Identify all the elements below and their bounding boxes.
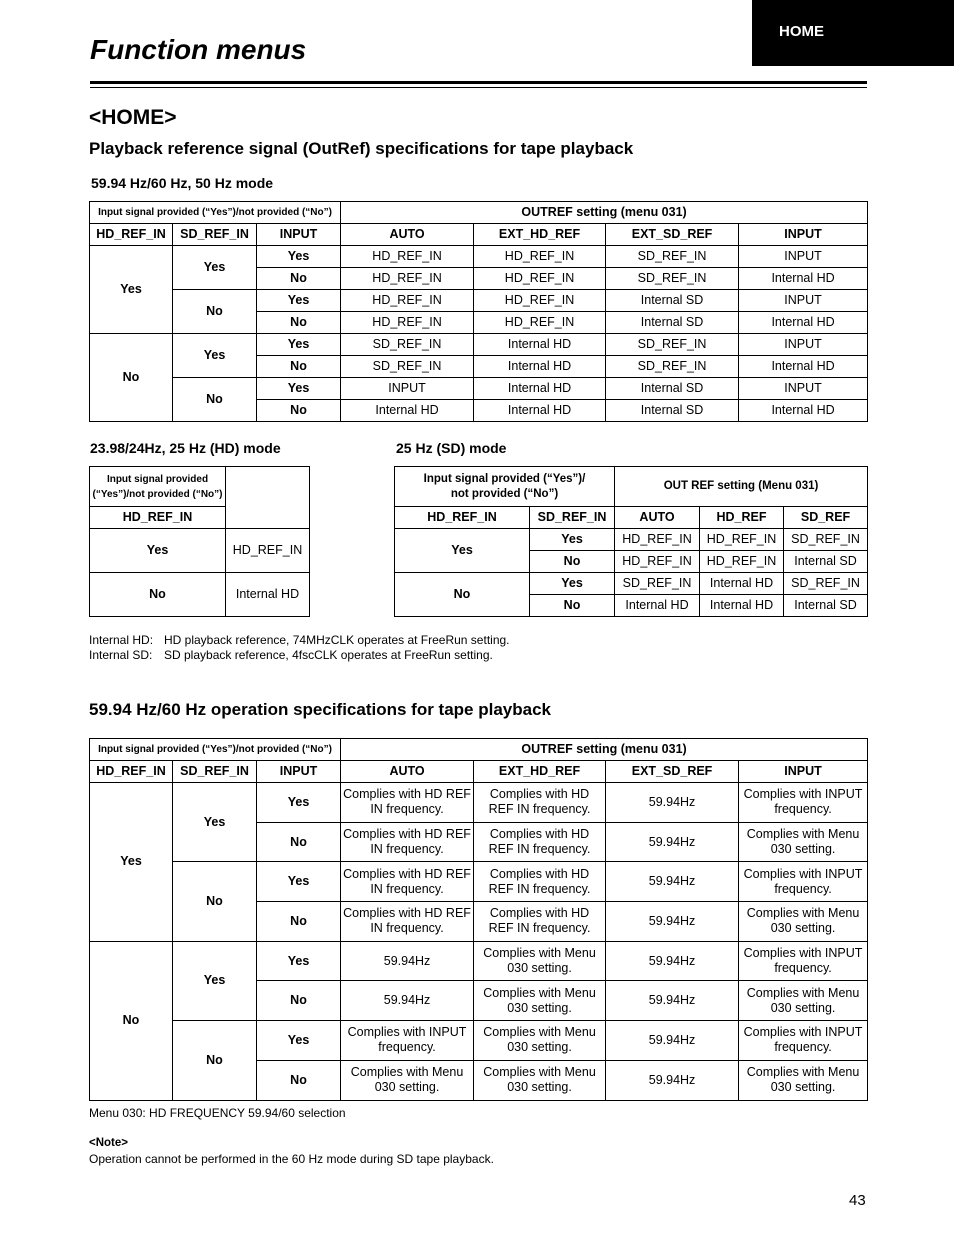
table-cell: No bbox=[257, 822, 341, 862]
table-cell: Internal SD bbox=[606, 378, 739, 400]
definition-term: Internal SD: bbox=[89, 648, 153, 662]
row-group-label: Yes bbox=[90, 783, 173, 942]
table-cell: Internal HD bbox=[700, 573, 784, 595]
table-cell: Yes bbox=[257, 1021, 341, 1061]
definitions-list bbox=[89, 633, 510, 663]
column-header: HD_REF_IN bbox=[90, 761, 173, 783]
table-cell: Internal HD bbox=[700, 595, 784, 617]
table-cell: Internal HD bbox=[474, 400, 606, 422]
operation-table-5994 bbox=[89, 738, 868, 1101]
table-cell: SD_REF_IN bbox=[784, 573, 868, 595]
table-cell: HD_REF_IN bbox=[615, 551, 700, 573]
empty-cell bbox=[226, 467, 310, 529]
table-cell: Internal HD bbox=[341, 400, 474, 422]
table-cell: Complies with HD REF IN frequency. bbox=[341, 822, 474, 862]
table-cell: Internal HD bbox=[615, 595, 700, 617]
table-cell: No bbox=[257, 1060, 341, 1100]
note-title: <Note> bbox=[89, 1137, 128, 1149]
column-header: AUTO bbox=[341, 761, 474, 783]
column-header: EXT_HD_REF bbox=[474, 761, 606, 783]
table-cell: SD_REF_IN bbox=[341, 356, 474, 378]
table-cell: SD_REF_IN bbox=[615, 573, 700, 595]
table-cell: Internal HD bbox=[474, 334, 606, 356]
table-cell: 59.94Hz bbox=[606, 862, 739, 902]
row-subgroup-label: No bbox=[173, 378, 257, 422]
row-group-label: Yes bbox=[90, 529, 226, 573]
table-group-header: Input signal provided (“Yes”)/not provided (“No”) bbox=[90, 467, 226, 507]
table-cell: INPUT bbox=[739, 378, 868, 400]
table-cell: Complies with INPUT frequency. bbox=[739, 862, 868, 902]
row-subgroup-label: No bbox=[173, 290, 257, 334]
table-cell: Complies with Menu 030 setting. bbox=[474, 981, 606, 1021]
table-cell: Complies with Menu 030 setting. bbox=[474, 1021, 606, 1061]
table-cell: No bbox=[257, 312, 341, 334]
table-cell: HD_REF_IN bbox=[341, 290, 474, 312]
table-cell: Complies with Menu 030 setting. bbox=[739, 1060, 868, 1100]
table-cell: HD_REF_IN bbox=[341, 312, 474, 334]
operation-heading: 59.94 Hz/60 Hz operation specifications for tape playback bbox=[89, 700, 551, 719]
table-cell: Complies with HD REF IN frequency. bbox=[341, 862, 474, 902]
column-header: INPUT bbox=[739, 224, 868, 246]
outref-table-hd-mode bbox=[89, 466, 310, 617]
table-cell: Yes bbox=[530, 573, 615, 595]
table-cell: SD_REF_IN bbox=[784, 529, 868, 551]
section-heading: <HOME> bbox=[89, 106, 177, 129]
table-cell: INPUT bbox=[739, 290, 868, 312]
table-cell: Internal SD bbox=[784, 595, 868, 617]
column-header: SD_REF_IN bbox=[173, 224, 257, 246]
table-cell: SD_REF_IN bbox=[606, 268, 739, 290]
column-header: SD_REF_IN bbox=[530, 507, 615, 529]
table-cell: Internal SD bbox=[784, 551, 868, 573]
table-cell: 59.94Hz bbox=[606, 1060, 739, 1100]
row-subgroup-label: No bbox=[173, 1021, 257, 1100]
table-cell: Complies with Menu 030 setting. bbox=[739, 981, 868, 1021]
table-cell: Yes bbox=[530, 529, 615, 551]
table-group-header: OUTREF setting (menu 031) bbox=[341, 739, 868, 761]
column-header: EXT_SD_REF bbox=[606, 224, 739, 246]
table-cell: HD_REF_IN bbox=[341, 268, 474, 290]
section-tab: HOME bbox=[752, 0, 954, 66]
table-cell: Internal HD bbox=[739, 268, 868, 290]
table-cell: 59.94Hz bbox=[341, 981, 474, 1021]
table-cell: 59.94Hz bbox=[341, 941, 474, 981]
column-header: HD_REF bbox=[700, 507, 784, 529]
column-header: HD_REF_IN bbox=[90, 507, 226, 529]
row-subgroup-label: Yes bbox=[173, 334, 257, 378]
table-cell: HD_REF_IN bbox=[474, 312, 606, 334]
page-title: Function menus bbox=[90, 34, 307, 65]
table-cell: Complies with INPUT frequency. bbox=[341, 1021, 474, 1061]
table-cell: No bbox=[257, 400, 341, 422]
table-cell: Complies with INPUT frequency. bbox=[739, 941, 868, 981]
table-cell: Yes bbox=[257, 783, 341, 823]
page-number: 43 bbox=[849, 1192, 866, 1209]
column-header: HD_REF_IN bbox=[90, 224, 173, 246]
table-cell: Internal HD bbox=[739, 400, 868, 422]
table-cell: Complies with HD REF IN frequency. bbox=[474, 822, 606, 862]
row-subgroup-label: Yes bbox=[173, 783, 257, 862]
table-cell: Complies with HD REF IN frequency. bbox=[474, 783, 606, 823]
table-cell: Complies with Menu 030 setting. bbox=[474, 1060, 606, 1100]
table-cell: Complies with Menu 030 setting. bbox=[739, 822, 868, 862]
table-cell: HD_REF_IN bbox=[341, 246, 474, 268]
table-cell: Complies with HD REF IN frequency. bbox=[474, 862, 606, 902]
table-cell: INPUT bbox=[739, 246, 868, 268]
table-cell: No bbox=[530, 595, 615, 617]
mode-hd-heading: 23.98/24Hz, 25 Hz (HD) mode bbox=[90, 440, 281, 456]
table-cell: No bbox=[530, 551, 615, 573]
table-cell: SD_REF_IN bbox=[606, 356, 739, 378]
row-subgroup-label: Yes bbox=[173, 941, 257, 1020]
column-header: AUTO bbox=[341, 224, 474, 246]
table-cell: Complies with INPUT frequency. bbox=[739, 783, 868, 823]
row-group-label: No bbox=[90, 573, 226, 617]
table-group-header: OUTREF setting (menu 031) bbox=[341, 202, 868, 224]
note-text: Operation cannot be performed in the 60 Hz mode during SD tape playback. bbox=[89, 1152, 494, 1166]
column-header: SD_REF bbox=[784, 507, 868, 529]
table-cell: Complies with HD REF IN frequency. bbox=[474, 902, 606, 942]
table-cell: HD_REF_IN bbox=[474, 268, 606, 290]
table-group-header: Input signal provided (“Yes”)/not provided (“No”) bbox=[90, 202, 341, 224]
row-group-label: No bbox=[90, 941, 173, 1100]
table-cell: HD_REF_IN bbox=[226, 529, 310, 573]
table-cell: No bbox=[257, 356, 341, 378]
table-cell: Yes bbox=[257, 862, 341, 902]
table-cell: HD_REF_IN bbox=[474, 290, 606, 312]
table-cell: 59.94Hz bbox=[606, 941, 739, 981]
table-group-header: Input signal provided (“Yes”)/not provided (“No”) bbox=[90, 739, 341, 761]
table-group-header: OUT REF setting (Menu 031) bbox=[615, 467, 868, 507]
definition-text: HD playback reference, 74MHzCLK operates at FreeRun setting. bbox=[164, 633, 510, 647]
table-cell: 59.94Hz bbox=[606, 981, 739, 1021]
table-cell: INPUT bbox=[739, 334, 868, 356]
column-header: EXT_SD_REF bbox=[606, 761, 739, 783]
table-cell: HD_REF_IN bbox=[700, 551, 784, 573]
table-cell: 59.94Hz bbox=[606, 902, 739, 942]
mode-sd-heading: 25 Hz (SD) mode bbox=[396, 440, 507, 456]
outref-table-5994 bbox=[89, 201, 868, 422]
table-cell: Internal HD bbox=[226, 573, 310, 617]
column-header: HD_REF_IN bbox=[395, 507, 530, 529]
column-header: EXT_HD_REF bbox=[474, 224, 606, 246]
column-header: INPUT bbox=[739, 761, 868, 783]
row-subgroup-label: Yes bbox=[173, 246, 257, 290]
table-cell: HD_REF_IN bbox=[700, 529, 784, 551]
table-cell: Internal HD bbox=[739, 356, 868, 378]
definition-text: SD playback reference, 4fscCLK operates at FreeRun setting. bbox=[164, 648, 493, 662]
menu-footnote: Menu 030: HD FREQUENCY 59.94/60 selection bbox=[89, 1106, 346, 1120]
table-cell: SD_REF_IN bbox=[341, 334, 474, 356]
mode-5994-heading: 59.94 Hz/60 Hz, 50 Hz mode bbox=[91, 175, 274, 191]
row-group-label: Yes bbox=[90, 246, 173, 334]
row-subgroup-label: No bbox=[173, 862, 257, 941]
table-cell: Complies with Menu 030 setting. bbox=[739, 902, 868, 942]
table-cell: Complies with Menu 030 setting. bbox=[474, 941, 606, 981]
title-rule bbox=[90, 81, 867, 84]
row-group-label: Yes bbox=[395, 529, 530, 573]
outref-table-sd-mode bbox=[394, 466, 868, 617]
table-cell: Internal HD bbox=[474, 378, 606, 400]
column-header: INPUT bbox=[257, 761, 341, 783]
table-cell: No bbox=[257, 268, 341, 290]
table-cell: Yes bbox=[257, 941, 341, 981]
table-cell: Internal SD bbox=[606, 312, 739, 334]
column-header: AUTO bbox=[615, 507, 700, 529]
table-cell: Internal HD bbox=[474, 356, 606, 378]
column-header: INPUT bbox=[257, 224, 341, 246]
table-group-header: Input signal provided (“Yes”)/ not provided (“No”) bbox=[395, 467, 615, 507]
outref-heading: Playback reference signal (OutRef) specifications for tape playback bbox=[89, 139, 634, 158]
table-cell: Complies with HD REF IN frequency. bbox=[341, 783, 474, 823]
table-cell: Internal SD bbox=[606, 290, 739, 312]
table-cell: Complies with INPUT frequency. bbox=[739, 1021, 868, 1061]
table-cell: 59.94Hz bbox=[606, 783, 739, 823]
definition-term: Internal HD: bbox=[89, 633, 154, 647]
table-cell: Internal SD bbox=[606, 400, 739, 422]
table-cell: Complies with HD REF IN frequency. bbox=[341, 902, 474, 942]
table-cell: SD_REF_IN bbox=[606, 246, 739, 268]
table-cell: INPUT bbox=[341, 378, 474, 400]
table-cell: 59.94Hz bbox=[606, 822, 739, 862]
table-cell: SD_REF_IN bbox=[606, 334, 739, 356]
table-cell: 59.94Hz bbox=[606, 1021, 739, 1061]
column-header: SD_REF_IN bbox=[173, 761, 257, 783]
table-cell: HD_REF_IN bbox=[615, 529, 700, 551]
table-cell: Yes bbox=[257, 378, 341, 400]
table-cell: Yes bbox=[257, 334, 341, 356]
row-group-label: No bbox=[395, 573, 530, 617]
title-rule-thin bbox=[90, 87, 867, 88]
table-cell: Complies with Menu 030 setting. bbox=[341, 1060, 474, 1100]
row-group-label: No bbox=[90, 334, 173, 422]
table-cell: No bbox=[257, 902, 341, 942]
table-cell: Yes bbox=[257, 290, 341, 312]
table-cell: Yes bbox=[257, 246, 341, 268]
table-cell: No bbox=[257, 981, 341, 1021]
table-cell: HD_REF_IN bbox=[474, 246, 606, 268]
table-cell: Internal HD bbox=[739, 312, 868, 334]
